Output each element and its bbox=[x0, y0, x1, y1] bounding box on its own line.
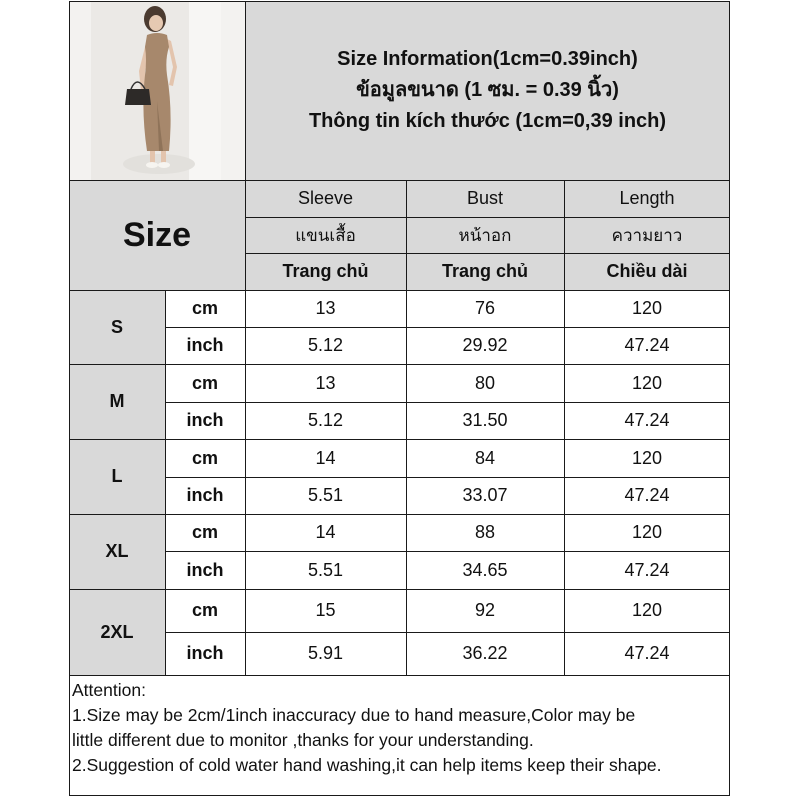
s-length-inch: 47.24 bbox=[564, 327, 730, 364]
s-bust-cm: 76 bbox=[406, 290, 564, 327]
unit-cm: cm bbox=[165, 514, 245, 551]
l-sleeve-cm: 14 bbox=[245, 439, 406, 477]
size-l-label: L bbox=[69, 439, 165, 514]
m-bust-cm: 80 bbox=[406, 364, 564, 402]
xl-length-cm: 120 bbox=[564, 514, 730, 551]
col-bust-th: หน้าอก bbox=[406, 217, 564, 253]
unit-cm: cm bbox=[165, 589, 245, 632]
attention-notes bbox=[69, 675, 730, 796]
xl-length-inch: 47.24 bbox=[564, 551, 730, 589]
m-length-cm: 120 bbox=[564, 364, 730, 402]
m-sleeve-cm: 13 bbox=[245, 364, 406, 402]
l-sleeve-inch: 5.51 bbox=[245, 477, 406, 514]
note-heading: Attention: bbox=[72, 680, 146, 700]
title-vietnamese: Thông tin kích thước (1cm=0,39 inch) bbox=[308, 110, 667, 132]
unit-inch: inch bbox=[165, 632, 245, 675]
unit-cm: cm bbox=[165, 364, 245, 402]
col-bust-vi: Trang chủ bbox=[406, 253, 564, 290]
note-line-2: little different due to monitor ,thanks for your understanding. bbox=[72, 730, 534, 750]
product-photo bbox=[69, 1, 245, 180]
unit-inch: inch bbox=[165, 477, 245, 514]
col-length-en: Length bbox=[564, 180, 730, 217]
title-english: Size Information(1cm=0.39inch) bbox=[337, 48, 638, 70]
m-length-inch: 47.24 bbox=[564, 402, 730, 439]
model-dress-image bbox=[69, 1, 245, 180]
l-length-cm: 120 bbox=[564, 439, 730, 477]
col-sleeve-vi: Trang chủ bbox=[245, 253, 406, 290]
note-line-3: 2.Suggestion of cold water hand washing,it can help items keep their shape. bbox=[72, 755, 662, 775]
m-sleeve-inch: 5.12 bbox=[245, 402, 406, 439]
s-bust-inch: 29.92 bbox=[406, 327, 564, 364]
2xl-length-cm: 120 bbox=[564, 589, 730, 632]
unit-cm: cm bbox=[165, 439, 245, 477]
xl-bust-inch: 34.65 bbox=[406, 551, 564, 589]
m-bust-inch: 31.50 bbox=[406, 402, 564, 439]
col-sleeve-en: Sleeve bbox=[245, 180, 406, 217]
size-xl-label: XL bbox=[69, 514, 165, 589]
xl-sleeve-inch: 5.51 bbox=[245, 551, 406, 589]
2xl-bust-cm: 92 bbox=[406, 589, 564, 632]
xl-sleeve-cm: 14 bbox=[245, 514, 406, 551]
l-bust-inch: 33.07 bbox=[406, 477, 564, 514]
xl-bust-cm: 88 bbox=[406, 514, 564, 551]
size-info-title bbox=[245, 1, 730, 180]
size-header: Size bbox=[69, 180, 245, 290]
unit-cm: cm bbox=[165, 290, 245, 327]
l-length-inch: 47.24 bbox=[564, 477, 730, 514]
note-line-1: 1.Size may be 2cm/1inch inaccuracy due to hand measure,Color may be bbox=[72, 705, 636, 725]
2xl-bust-inch: 36.22 bbox=[406, 632, 564, 675]
unit-inch: inch bbox=[165, 551, 245, 589]
unit-inch: inch bbox=[165, 327, 245, 364]
s-sleeve-inch: 5.12 bbox=[245, 327, 406, 364]
size-m-label: M bbox=[69, 364, 165, 439]
col-bust-en: Bust bbox=[406, 180, 564, 217]
s-sleeve-cm: 13 bbox=[245, 290, 406, 327]
l-bust-cm: 84 bbox=[406, 439, 564, 477]
title-thai: ข้อมูลขนาด (1 ซม. = 0.39 นิ้ว) bbox=[356, 79, 619, 101]
col-length-th: ความยาว bbox=[564, 217, 730, 253]
size-chart bbox=[69, 1, 730, 796]
col-sleeve-th: แขนเสื้อ bbox=[245, 217, 406, 253]
size-s-label: S bbox=[69, 290, 165, 364]
2xl-sleeve-inch: 5.91 bbox=[245, 632, 406, 675]
s-length-cm: 120 bbox=[564, 290, 730, 327]
unit-inch: inch bbox=[165, 402, 245, 439]
2xl-sleeve-cm: 15 bbox=[245, 589, 406, 632]
size-2xl-label: 2XL bbox=[69, 589, 165, 675]
col-length-vi: Chiều dài bbox=[564, 253, 730, 290]
2xl-length-inch: 47.24 bbox=[564, 632, 730, 675]
